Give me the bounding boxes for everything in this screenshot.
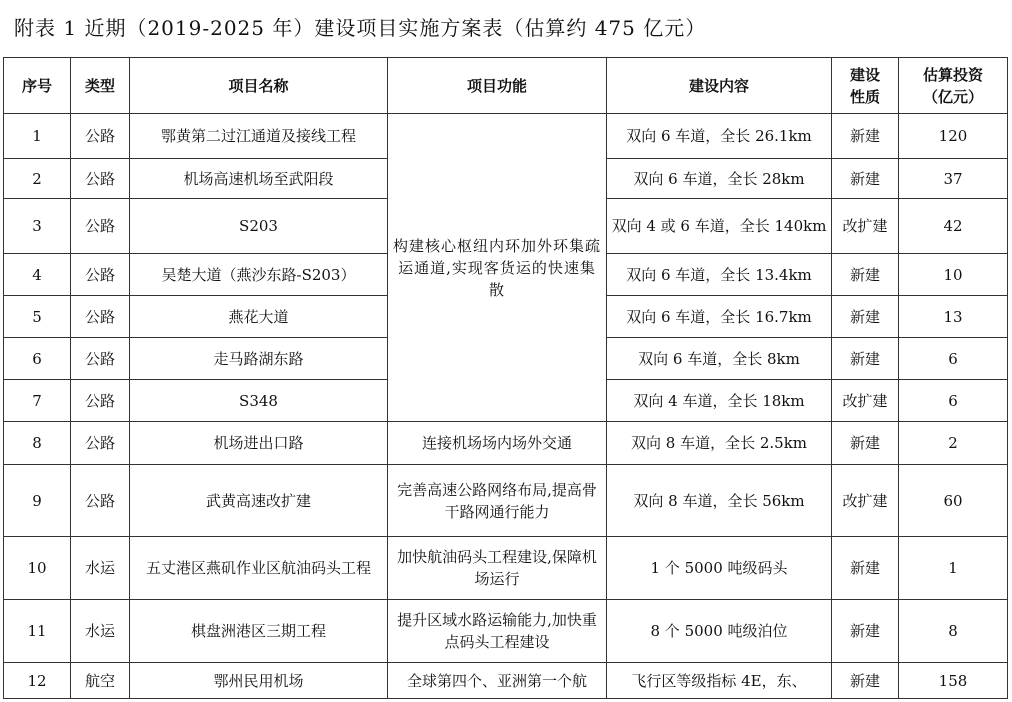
cell-nature: 新建 — [832, 159, 899, 199]
cell-nature: 新建 — [832, 254, 899, 296]
cell-type: 公路 — [71, 380, 130, 422]
header-invest-line2: （亿元） — [922, 87, 983, 106]
cell-function: 连接机场场内场外交通 — [388, 422, 607, 465]
cell-function: 全球第四个、亚洲第一个航 — [388, 663, 607, 699]
cell-nature: 改扩建 — [832, 380, 899, 422]
cell-nature: 新建 — [832, 114, 899, 159]
cell-index: 9 — [4, 465, 71, 537]
cell-type: 公路 — [71, 338, 130, 380]
cell-type: 公路 — [71, 254, 130, 296]
cell-name: 五丈港区燕矶作业区航油码头工程 — [130, 537, 388, 600]
cell-name: 燕花大道 — [130, 296, 388, 338]
header-nature-line1: 建设 — [849, 65, 880, 84]
cell-index: 10 — [4, 537, 71, 600]
cell-type: 公路 — [71, 159, 130, 199]
cell-nature: 新建 — [832, 422, 899, 465]
cell-nature: 改扩建 — [832, 465, 899, 537]
cell-nature: 改扩建 — [832, 199, 899, 254]
table-row — [4, 600, 1008, 663]
cell-name: S348 — [130, 380, 388, 422]
header-nature-line2: 性质 — [849, 87, 880, 106]
cell-name: 机场高速机场至武阳段 — [130, 159, 388, 199]
cell-invest: 120 — [899, 114, 1008, 159]
cell-function-shared — [388, 114, 607, 422]
cell-content: 双向 6 车道，全长 26.1km — [607, 114, 832, 159]
cell-type: 水运 — [71, 600, 130, 663]
cell-content: 8 个 5000 吨级泊位 — [607, 600, 832, 663]
cell-invest: 6 — [899, 338, 1008, 380]
table-row — [4, 537, 1008, 600]
cell-invest: 13 — [899, 296, 1008, 338]
cell-invest: 42 — [899, 199, 1008, 254]
cell-invest: 8 — [899, 600, 1008, 663]
cell-name: 机场进出口路 — [130, 422, 388, 465]
cell-type: 公路 — [71, 296, 130, 338]
cell-invest: 1 — [899, 537, 1008, 600]
cell-index: 2 — [4, 159, 71, 199]
cell-invest: 10 — [899, 254, 1008, 296]
cell-invest: 37 — [899, 159, 1008, 199]
cell-function: 提升区域水路运输能力,加快重点码头工程建设 — [388, 600, 607, 663]
table-row — [4, 465, 1008, 537]
cell-nature: 新建 — [832, 663, 899, 699]
header-function: 项目功能 — [388, 58, 607, 114]
cell-content: 飞行区等级指标 4E，东、 — [607, 663, 832, 699]
cell-index: 4 — [4, 254, 71, 296]
table-row — [4, 114, 1008, 159]
cell-type: 公路 — [71, 465, 130, 537]
header-name: 项目名称 — [130, 58, 388, 114]
cell-name: S203 — [130, 199, 388, 254]
cell-content: 双向 6 车道，全长 28km — [607, 159, 832, 199]
cell-nature: 新建 — [832, 537, 899, 600]
cell-index: 7 — [4, 380, 71, 422]
cell-name: 武黄高速改扩建 — [130, 465, 388, 537]
header-invest-line1: 估算投资 — [922, 65, 983, 84]
header-invest — [899, 58, 1008, 114]
cell-index: 11 — [4, 600, 71, 663]
cell-index: 1 — [4, 114, 71, 159]
cell-content: 双向 6 车道，全长 16.7km — [607, 296, 832, 338]
header-type: 类型 — [71, 58, 130, 114]
cell-nature: 新建 — [832, 338, 899, 380]
cell-name: 吴楚大道（燕沙东路-S203） — [130, 254, 388, 296]
cell-invest: 2 — [899, 422, 1008, 465]
cell-content: 双向 4 或 6 车道，全长 140km — [607, 199, 832, 254]
cell-name: 棋盘洲港区三期工程 — [130, 600, 388, 663]
cell-type: 公路 — [71, 422, 130, 465]
cell-function: 加快航油码头工程建设,保障机场运行 — [388, 537, 607, 600]
project-table — [3, 57, 1008, 699]
cell-index: 12 — [4, 663, 71, 699]
cell-index: 5 — [4, 296, 71, 338]
cell-name: 走马路湖东路 — [130, 338, 388, 380]
table-header-row — [4, 58, 1008, 114]
table-caption: 附表 1 近期（2019-2025 年）建设项目实施方案表（估算约 475 亿元） — [14, 16, 707, 40]
cell-invest: 6 — [899, 380, 1008, 422]
cell-name: 鄂州民用机场 — [130, 663, 388, 699]
cell-function: 完善高速公路网络布局,提高骨干路网通行能力 — [388, 465, 607, 537]
cell-invest: 158 — [899, 663, 1008, 699]
cell-content: 双向 6 车道，全长 8km — [607, 338, 832, 380]
cell-content: 双向 4 车道，全长 18km — [607, 380, 832, 422]
header-index: 序号 — [4, 58, 71, 114]
cell-index: 3 — [4, 199, 71, 254]
cell-nature: 新建 — [832, 600, 899, 663]
cell-type: 公路 — [71, 114, 130, 159]
table-row — [4, 663, 1008, 699]
table-row — [4, 422, 1008, 465]
cell-content: 双向 8 车道，全长 2.5km — [607, 422, 832, 465]
cell-type: 航空 — [71, 663, 130, 699]
cell-index: 6 — [4, 338, 71, 380]
cell-type: 水运 — [71, 537, 130, 600]
shared-function-text: 构建核心枢纽内环加外环集疏运通道,实现客货运的快速集散 — [392, 236, 601, 299]
header-nature — [832, 58, 899, 114]
cell-name: 鄂黄第二过江通道及接线工程 — [130, 114, 388, 159]
cell-type: 公路 — [71, 199, 130, 254]
cell-content: 双向 8 车道，全长 56km — [607, 465, 832, 537]
cell-invest: 60 — [899, 465, 1008, 537]
cell-content: 1 个 5000 吨级码头 — [607, 537, 832, 600]
table-body — [4, 114, 1008, 699]
cell-content: 双向 6 车道，全长 13.4km — [607, 254, 832, 296]
header-content: 建设内容 — [607, 58, 832, 114]
cell-nature: 新建 — [832, 296, 899, 338]
cell-index: 8 — [4, 422, 71, 465]
